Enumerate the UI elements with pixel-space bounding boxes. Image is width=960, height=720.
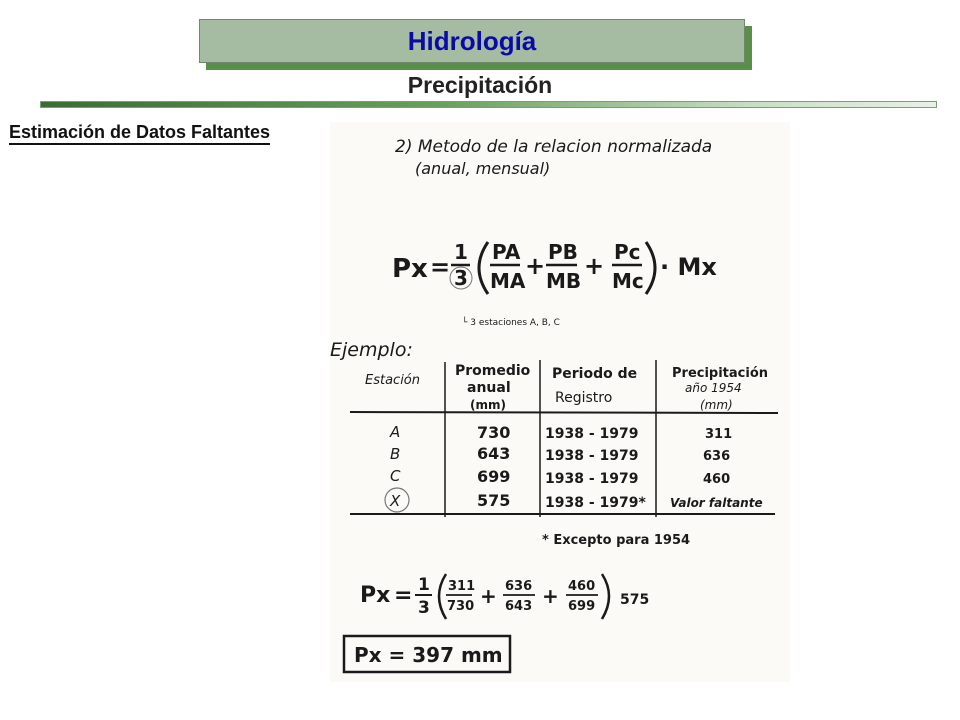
- row-a-avg: 730: [477, 423, 511, 442]
- row-b-period: 1938 - 1979: [545, 448, 639, 464]
- row-b-avg: 643: [477, 444, 511, 463]
- th-promedio-1: Promedio: [455, 363, 531, 379]
- formula-mb: MB: [546, 269, 582, 293]
- th-estacion: Estación: [365, 373, 421, 388]
- page-subtitle: Precipitación: [407, 72, 553, 98]
- scanned-handwritten-page: [330, 122, 790, 682]
- th-periodo-2: Registro: [555, 390, 613, 406]
- formula-ma: MA: [490, 269, 526, 293]
- formula-plus-1: +: [525, 252, 546, 280]
- calc-plus-2: +: [542, 584, 559, 608]
- calc-frac-num: 1: [418, 575, 430, 595]
- calc-t2-den: 643: [505, 599, 533, 614]
- formula-plus-2: +: [584, 252, 605, 280]
- row-c-period: 1938 - 1979: [545, 471, 639, 487]
- method-title-line1: 2) Metodo de la relacion normalizada: [395, 137, 713, 157]
- formula-frac-den: 3: [454, 266, 468, 290]
- page-title: Hidrología: [407, 25, 537, 56]
- method-title-line2: (anual, mensual): [415, 159, 551, 178]
- row-c-station: C: [390, 467, 401, 485]
- row-a-precip: 311: [705, 427, 733, 442]
- calc-paren-close: [602, 574, 609, 619]
- row-c-precip: 460: [703, 472, 731, 487]
- formula-eq: =: [430, 253, 451, 281]
- th-promedio-2: anual: [467, 380, 511, 396]
- row-c-avg: 699: [477, 467, 511, 486]
- calc-t1-num: 311: [448, 579, 476, 594]
- table-header-rule: [350, 412, 778, 413]
- formula-lhs: Px: [392, 254, 428, 284]
- row-x-avg: 575: [477, 491, 511, 510]
- scan-svg: [330, 122, 790, 682]
- formula-paren-open: [479, 242, 488, 294]
- th-precip-1: Precipitación: [672, 366, 769, 381]
- formula-paren-close: [646, 242, 655, 294]
- row-x-precip: Valor faltante: [670, 496, 763, 510]
- calc-frac-den: 3: [418, 598, 430, 618]
- row-a-station: A: [390, 423, 401, 441]
- calc-paren-open: [439, 574, 446, 619]
- formula-times-mx: · Mx: [660, 253, 717, 281]
- result-text: Px = 397 mm: [354, 643, 503, 667]
- calc-t3-num: 460: [568, 579, 596, 594]
- section-heading: Estimación de Datos Faltantes: [9, 121, 270, 145]
- calc-t1-den: 730: [447, 599, 475, 614]
- calc-multiplier: 575: [620, 592, 650, 608]
- th-promedio-3: (mm): [470, 398, 506, 412]
- row-x-period: 1938 - 1979*: [545, 495, 646, 511]
- table-footnote: * Excepto para 1954: [542, 533, 691, 548]
- row-b-precip: 636: [703, 449, 731, 464]
- th-precip-2: año 1954: [685, 381, 742, 395]
- row-x-station: X: [390, 492, 401, 510]
- title-box: [199, 19, 745, 63]
- calc-lhs: Px: [360, 583, 391, 608]
- calc-eq: =: [394, 583, 413, 608]
- formula-pb: PB: [548, 240, 578, 264]
- formula-pa: PA: [492, 240, 521, 264]
- calc-plus-1: +: [480, 584, 497, 608]
- formula-pc: Pc: [614, 240, 641, 264]
- calc-t3-den: 699: [568, 599, 596, 614]
- header-divider: [40, 101, 937, 108]
- example-label: Ejemplo:: [330, 339, 413, 361]
- row-b-station: B: [390, 445, 401, 463]
- calc-t2-num: 636: [505, 579, 533, 594]
- formula-note: └ 3 estaciones A, B, C: [462, 318, 560, 328]
- formula-mc: Mc: [612, 269, 644, 293]
- row-a-period: 1938 - 1979: [545, 426, 639, 442]
- formula-frac-num: 1: [454, 240, 468, 264]
- th-precip-3: (mm): [700, 398, 733, 412]
- th-periodo-1: Periodo de: [552, 366, 638, 382]
